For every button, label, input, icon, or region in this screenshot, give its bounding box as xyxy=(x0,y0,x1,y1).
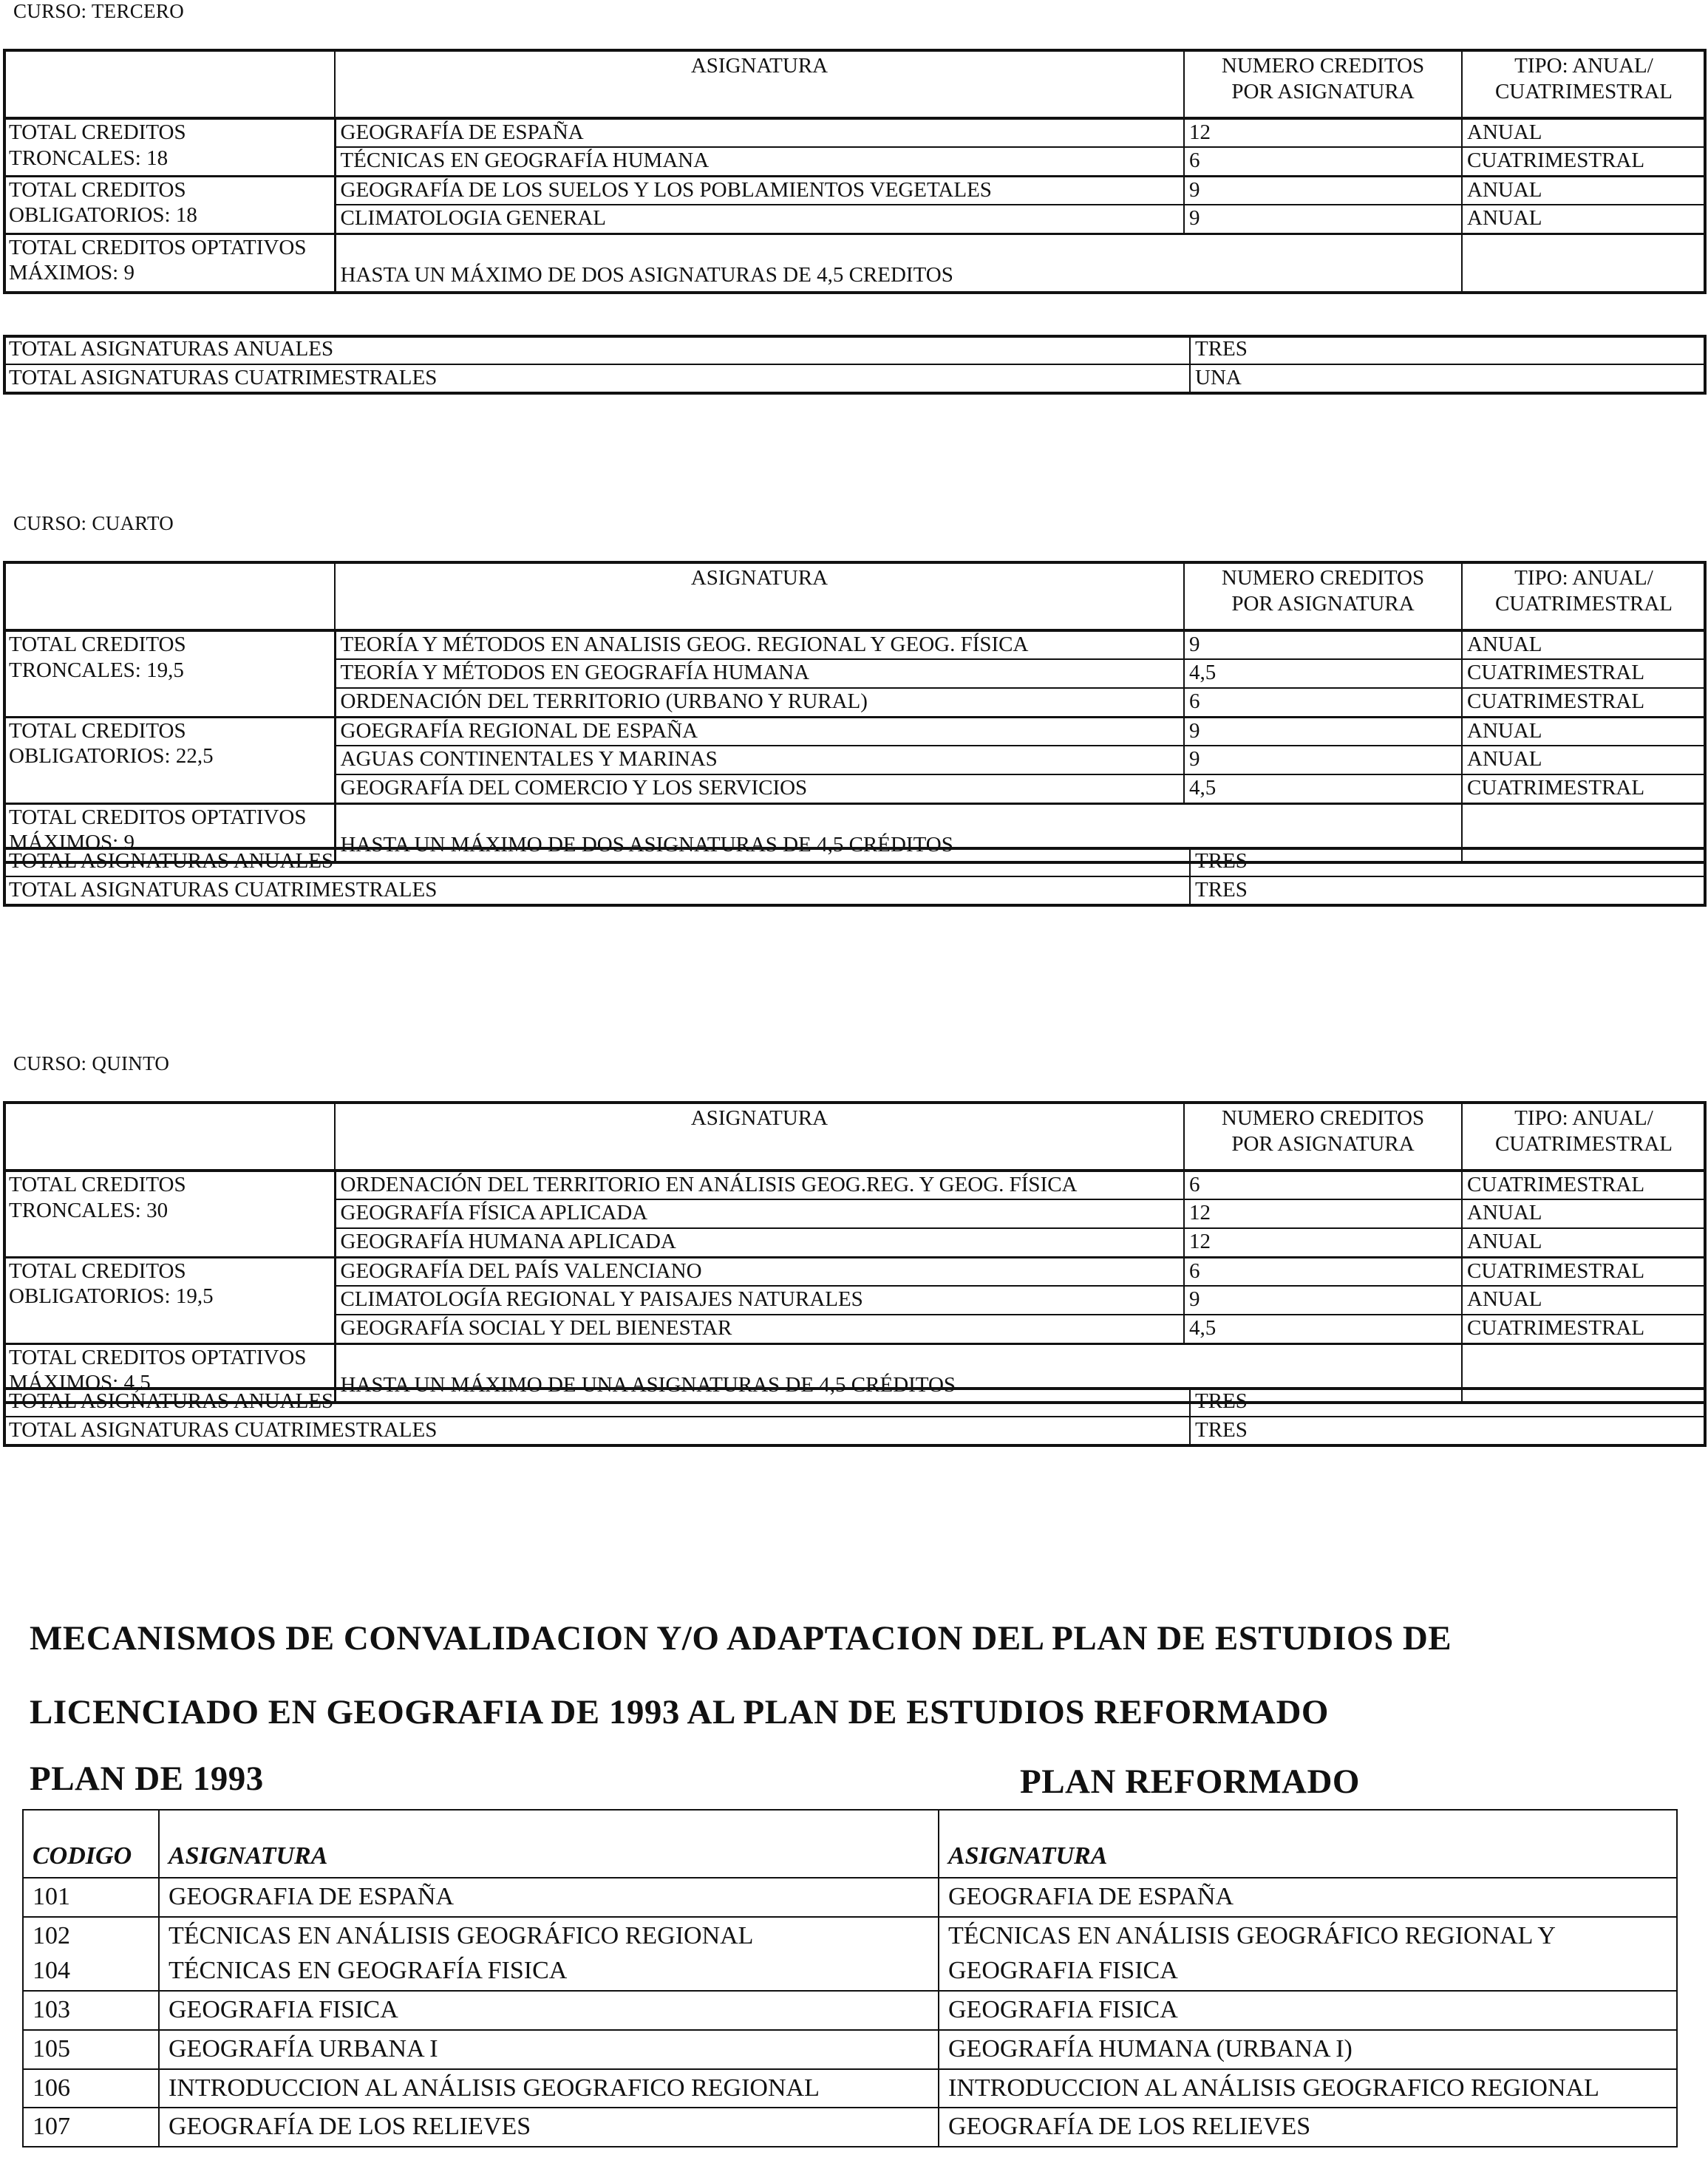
curso-table xyxy=(4,50,1705,293)
tipo-cell: CUATRIMESTRAL xyxy=(1462,147,1705,176)
asignatura-cell: TEORÍA Y MÉTODOS EN ANALISIS GEOG. REGIONAL Y GEOG. FÍSICA xyxy=(335,630,1184,659)
asignatura-1993-cell: INTRODUCCION AL ANÁLISIS GEOGRAFICO REGIONAL xyxy=(159,2069,939,2108)
subject-row xyxy=(4,1171,1705,1199)
codigo-cell: 107 xyxy=(23,2108,159,2147)
totales-table xyxy=(4,848,1705,905)
header-tipo: TIPO: ANUAL/ CUATRIMESTRAL xyxy=(1462,562,1705,630)
totales-label: TOTAL ASIGNATURAS ANUALES xyxy=(4,336,1190,364)
subject-row xyxy=(4,630,1705,659)
tipo-cell: CUATRIMESTRAL xyxy=(1462,1315,1705,1343)
asignatura-cell: AGUAS CONTINENTALES Y MARINAS xyxy=(335,746,1184,774)
totales-label: TOTAL ASIGNATURAS CUATRIMESTRALES xyxy=(4,1417,1190,1445)
asignatura-cell: GEOGRAFÍA DEL COMERCIO Y LOS SERVICIOS xyxy=(335,774,1184,803)
convalidacion-row xyxy=(23,2108,1677,2147)
asignatura-1993-cell: GEOGRAFIA DE ESPAÑA xyxy=(159,1878,939,1917)
tipo-cell: ANUAL xyxy=(1462,1199,1705,1228)
totales-value: TRES xyxy=(1190,336,1705,364)
total-troncales-label: TOTAL CREDITOS TRONCALES: 19,5 xyxy=(4,630,335,717)
plan-1993-label: PLAN DE 1993 xyxy=(30,1760,264,1798)
total-troncales-label: TOTAL CREDITOS TRONCALES: 30 xyxy=(4,1171,335,1257)
codigo-cell: 105 xyxy=(23,2030,159,2069)
totales-label: TOTAL ASIGNATURAS CUATRIMESTRALES xyxy=(4,876,1190,905)
creditos-cell: 12 xyxy=(1184,1228,1462,1257)
creditos-cell: 9 xyxy=(1184,205,1462,234)
header-creditos: NUMERO CREDITOS POR ASIGNATURA xyxy=(1184,1103,1462,1171)
tipo-cell: ANUAL xyxy=(1462,1286,1705,1315)
asignatura-cell: GEOGRAFÍA SOCIAL Y DEL BIENESTAR xyxy=(335,1315,1184,1343)
totales-row xyxy=(4,364,1705,392)
totales-value: TRES xyxy=(1190,876,1705,905)
asignatura-cell: CLIMATOLOGÍA REGIONAL Y PAISAJES NATURALES xyxy=(335,1286,1184,1315)
subject-row xyxy=(4,176,1705,205)
asignatura-cell: ORDENACIÓN DEL TERRITORIO (URBANO Y RURAL) xyxy=(335,688,1184,717)
asignatura-cell: GEOGRAFÍA FÍSICA APLICADA xyxy=(335,1199,1184,1228)
asignatura-reformado-cell: GEOGRAFÍA HUMANA (URBANA I) xyxy=(939,2030,1677,2069)
header-asignatura-1993: ASIGNATURA xyxy=(159,1810,939,1878)
optativos-text: HASTA UN MÁXIMO DE UNA ASIGNATURAS DE 4,5 CRÉDITOS xyxy=(335,1343,1462,1403)
totales-row xyxy=(4,1417,1705,1445)
creditos-cell: 6 xyxy=(1184,1257,1462,1286)
asignatura-reformado-cell: GEOGRAFIA FISICA xyxy=(939,1991,1677,2030)
optativos-text: HASTA UN MÁXIMO DE DOS ASIGNATURAS DE 4,5 CREDITOS xyxy=(335,234,1462,293)
creditos-cell: 9 xyxy=(1184,746,1462,774)
header-creditos: NUMERO CREDITOS POR ASIGNATURA xyxy=(1184,562,1462,630)
total-troncales-label: TOTAL CREDITOS TRONCALES: 18 xyxy=(4,118,335,176)
creditos-cell: 4,5 xyxy=(1184,1315,1462,1343)
totales-value: TRES xyxy=(1190,1417,1705,1445)
codigo-cell: 102 104 xyxy=(23,1917,159,1991)
creditos-cell: 4,5 xyxy=(1184,659,1462,688)
header-asignatura: ASIGNATURA xyxy=(335,50,1184,118)
tipo-cell: CUATRIMESTRAL xyxy=(1462,1257,1705,1286)
curso-label: CURSO: CUARTO xyxy=(13,512,174,534)
asignatura-1993-cell: GEOGRAFIA FISICA xyxy=(159,1991,939,2030)
tipo-cell: ANUAL xyxy=(1462,118,1705,147)
total-optativos-label: TOTAL CREDITOS OPTATIVOS MÁXIMOS: 9 xyxy=(4,803,335,862)
tipo-cell: ANUAL xyxy=(1462,205,1705,234)
subject-row xyxy=(4,717,1705,746)
total-obligatorios-label: TOTAL CREDITOS OBLIGATORIOS: 18 xyxy=(4,176,335,234)
asignatura-1993-cell: GEOGRAFÍA URBANA I xyxy=(159,2030,939,2069)
header-codigo: CODIGO xyxy=(23,1810,159,1878)
creditos-cell: 6 xyxy=(1184,688,1462,717)
asignatura-reformado-cell: INTRODUCCION AL ANÁLISIS GEOGRAFICO REGIONAL xyxy=(939,2069,1677,2108)
tipo-cell: CUATRIMESTRAL xyxy=(1462,688,1705,717)
curso-label: CURSO: QUINTO xyxy=(13,1052,170,1074)
subject-row xyxy=(4,1257,1705,1286)
convalidacion-row xyxy=(23,1991,1677,2030)
optativos-text: HASTA UN MÁXIMO DE DOS ASIGNATURAS DE 4,5 CRÉDITOS xyxy=(335,803,1462,862)
header-creditos: NUMERO CREDITOS POR ASIGNATURA xyxy=(1184,50,1462,118)
convalidacion-table xyxy=(22,1809,1678,2147)
header-tipo: TIPO: ANUAL/ CUATRIMESTRAL xyxy=(1462,1103,1705,1171)
creditos-cell: 6 xyxy=(1184,147,1462,176)
optativos-blank xyxy=(1462,234,1705,293)
creditos-cell: 9 xyxy=(1184,176,1462,205)
total-optativos-label: TOTAL CREDITOS OPTATIVOS MÁXIMOS: 9 xyxy=(4,234,335,293)
total-optativos-label: TOTAL CREDITOS OPTATIVOS MÁXIMOS: 4,5 xyxy=(4,1343,335,1403)
convalidacion-row xyxy=(23,2030,1677,2069)
header-blank xyxy=(4,50,335,118)
totales-label: TOTAL ASIGNATURAS ANUALES xyxy=(4,848,1190,876)
header-row xyxy=(4,50,1705,118)
asignatura-cell: GOEGRAFÍA REGIONAL DE ESPAÑA xyxy=(335,717,1184,746)
totales-label: TOTAL ASIGNATURAS ANUALES xyxy=(4,1389,1190,1417)
creditos-cell: 4,5 xyxy=(1184,774,1462,803)
convalidacion-row xyxy=(23,1878,1677,1917)
header-asignatura: ASIGNATURA xyxy=(335,562,1184,630)
totales-table xyxy=(4,336,1705,393)
asignatura-cell: TÉCNICAS EN GEOGRAFÍA HUMANA xyxy=(335,147,1184,176)
totales-value: TRES xyxy=(1190,1389,1705,1417)
asignatura-reformado-cell: GEOGRAFÍA DE LOS RELIEVES xyxy=(939,2108,1677,2147)
codigo-cell: 103 xyxy=(23,1991,159,2030)
section-heading-line2: LICENCIADO EN GEOGRAFIA DE 1993 AL PLAN DE ESTUDIOS REFORMADO xyxy=(30,1693,1329,1731)
tipo-cell: ANUAL xyxy=(1462,746,1705,774)
asignatura-cell: GEOGRAFÍA DE LOS SUELOS Y LOS POBLAMIENTOS VEGETALES xyxy=(335,176,1184,205)
creditos-cell: 9 xyxy=(1184,630,1462,659)
header-row xyxy=(4,1103,1705,1171)
totales-value: TRES xyxy=(1190,848,1705,876)
header-row xyxy=(4,562,1705,630)
header-blank xyxy=(4,1103,335,1171)
header-tipo: TIPO: ANUAL/ CUATRIMESTRAL xyxy=(1462,50,1705,118)
curso-table xyxy=(4,1103,1705,1403)
section-heading-line1: MECANISMOS DE CONVALIDACION Y/O ADAPTACION DEL PLAN DE ESTUDIOS DE xyxy=(30,1619,1452,1658)
optativos-row xyxy=(4,234,1705,293)
curso-table xyxy=(4,562,1705,862)
tipo-cell: ANUAL xyxy=(1462,1228,1705,1257)
convalidacion-row xyxy=(23,1917,1677,1991)
tipo-cell: CUATRIMESTRAL xyxy=(1462,1171,1705,1199)
tipo-cell: CUATRIMESTRAL xyxy=(1462,774,1705,803)
total-obligatorios-label: TOTAL CREDITOS OBLIGATORIOS: 19,5 xyxy=(4,1257,335,1343)
asignatura-reformado-cell: TÉCNICAS EN ANÁLISIS GEOGRÁFICO REGIONAL Y GEOGRAFIA FISICA xyxy=(939,1917,1677,1991)
convalidacion-header-row xyxy=(23,1810,1677,1878)
creditos-cell: 6 xyxy=(1184,1171,1462,1199)
plan-reformado-label: PLAN REFORMADO xyxy=(1020,1762,1360,1801)
header-blank xyxy=(4,562,335,630)
creditos-cell: 12 xyxy=(1184,118,1462,147)
totales-row xyxy=(4,876,1705,905)
tipo-cell: ANUAL xyxy=(1462,176,1705,205)
asignatura-cell: GEOGRAFÍA HUMANA APLICADA xyxy=(335,1228,1184,1257)
codigo-cell: 106 xyxy=(23,2069,159,2108)
asignatura-reformado-cell: GEOGRAFIA DE ESPAÑA xyxy=(939,1878,1677,1917)
total-obligatorios-label: TOTAL CREDITOS OBLIGATORIOS: 22,5 xyxy=(4,717,335,803)
creditos-cell: 9 xyxy=(1184,1286,1462,1315)
creditos-cell: 9 xyxy=(1184,717,1462,746)
asignatura-cell: TEORÍA Y MÉTODOS EN GEOGRAFÍA HUMANA xyxy=(335,659,1184,688)
header-asignatura: ASIGNATURA xyxy=(335,1103,1184,1171)
tipo-cell: ANUAL xyxy=(1462,717,1705,746)
asignatura-cell: ORDENACIÓN DEL TERRITORIO EN ANÁLISIS GEOG.REG. Y GEOG. FÍSICA xyxy=(335,1171,1184,1199)
tipo-cell: ANUAL xyxy=(1462,630,1705,659)
convalidacion-row xyxy=(23,2069,1677,2108)
asignatura-1993-cell: TÉCNICAS EN ANÁLISIS GEOGRÁFICO REGIONAL TÉCNICAS EN GEOGRAFÍA FISICA xyxy=(159,1917,939,1991)
codigo-cell: 101 xyxy=(23,1878,159,1917)
subject-row xyxy=(4,118,1705,147)
header-asignatura-reformado: ASIGNATURA xyxy=(939,1810,1677,1878)
totales-row xyxy=(4,336,1705,364)
totales-row xyxy=(4,1389,1705,1417)
totales-row xyxy=(4,848,1705,876)
totales-table xyxy=(4,1389,1705,1445)
asignatura-cell: GEOGRAFÍA DEL PAÍS VALENCIANO xyxy=(335,1257,1184,1286)
asignatura-cell: CLIMATOLOGIA GENERAL xyxy=(335,205,1184,234)
totales-value: UNA xyxy=(1190,364,1705,392)
tipo-cell: CUATRIMESTRAL xyxy=(1462,659,1705,688)
curso-label: CURSO: TERCERO xyxy=(13,0,184,22)
asignatura-cell: GEOGRAFÍA DE ESPAÑA xyxy=(335,118,1184,147)
creditos-cell: 12 xyxy=(1184,1199,1462,1228)
asignatura-1993-cell: GEOGRAFÍA DE LOS RELIEVES xyxy=(159,2108,939,2147)
totales-label: TOTAL ASIGNATURAS CUATRIMESTRALES xyxy=(4,364,1190,392)
